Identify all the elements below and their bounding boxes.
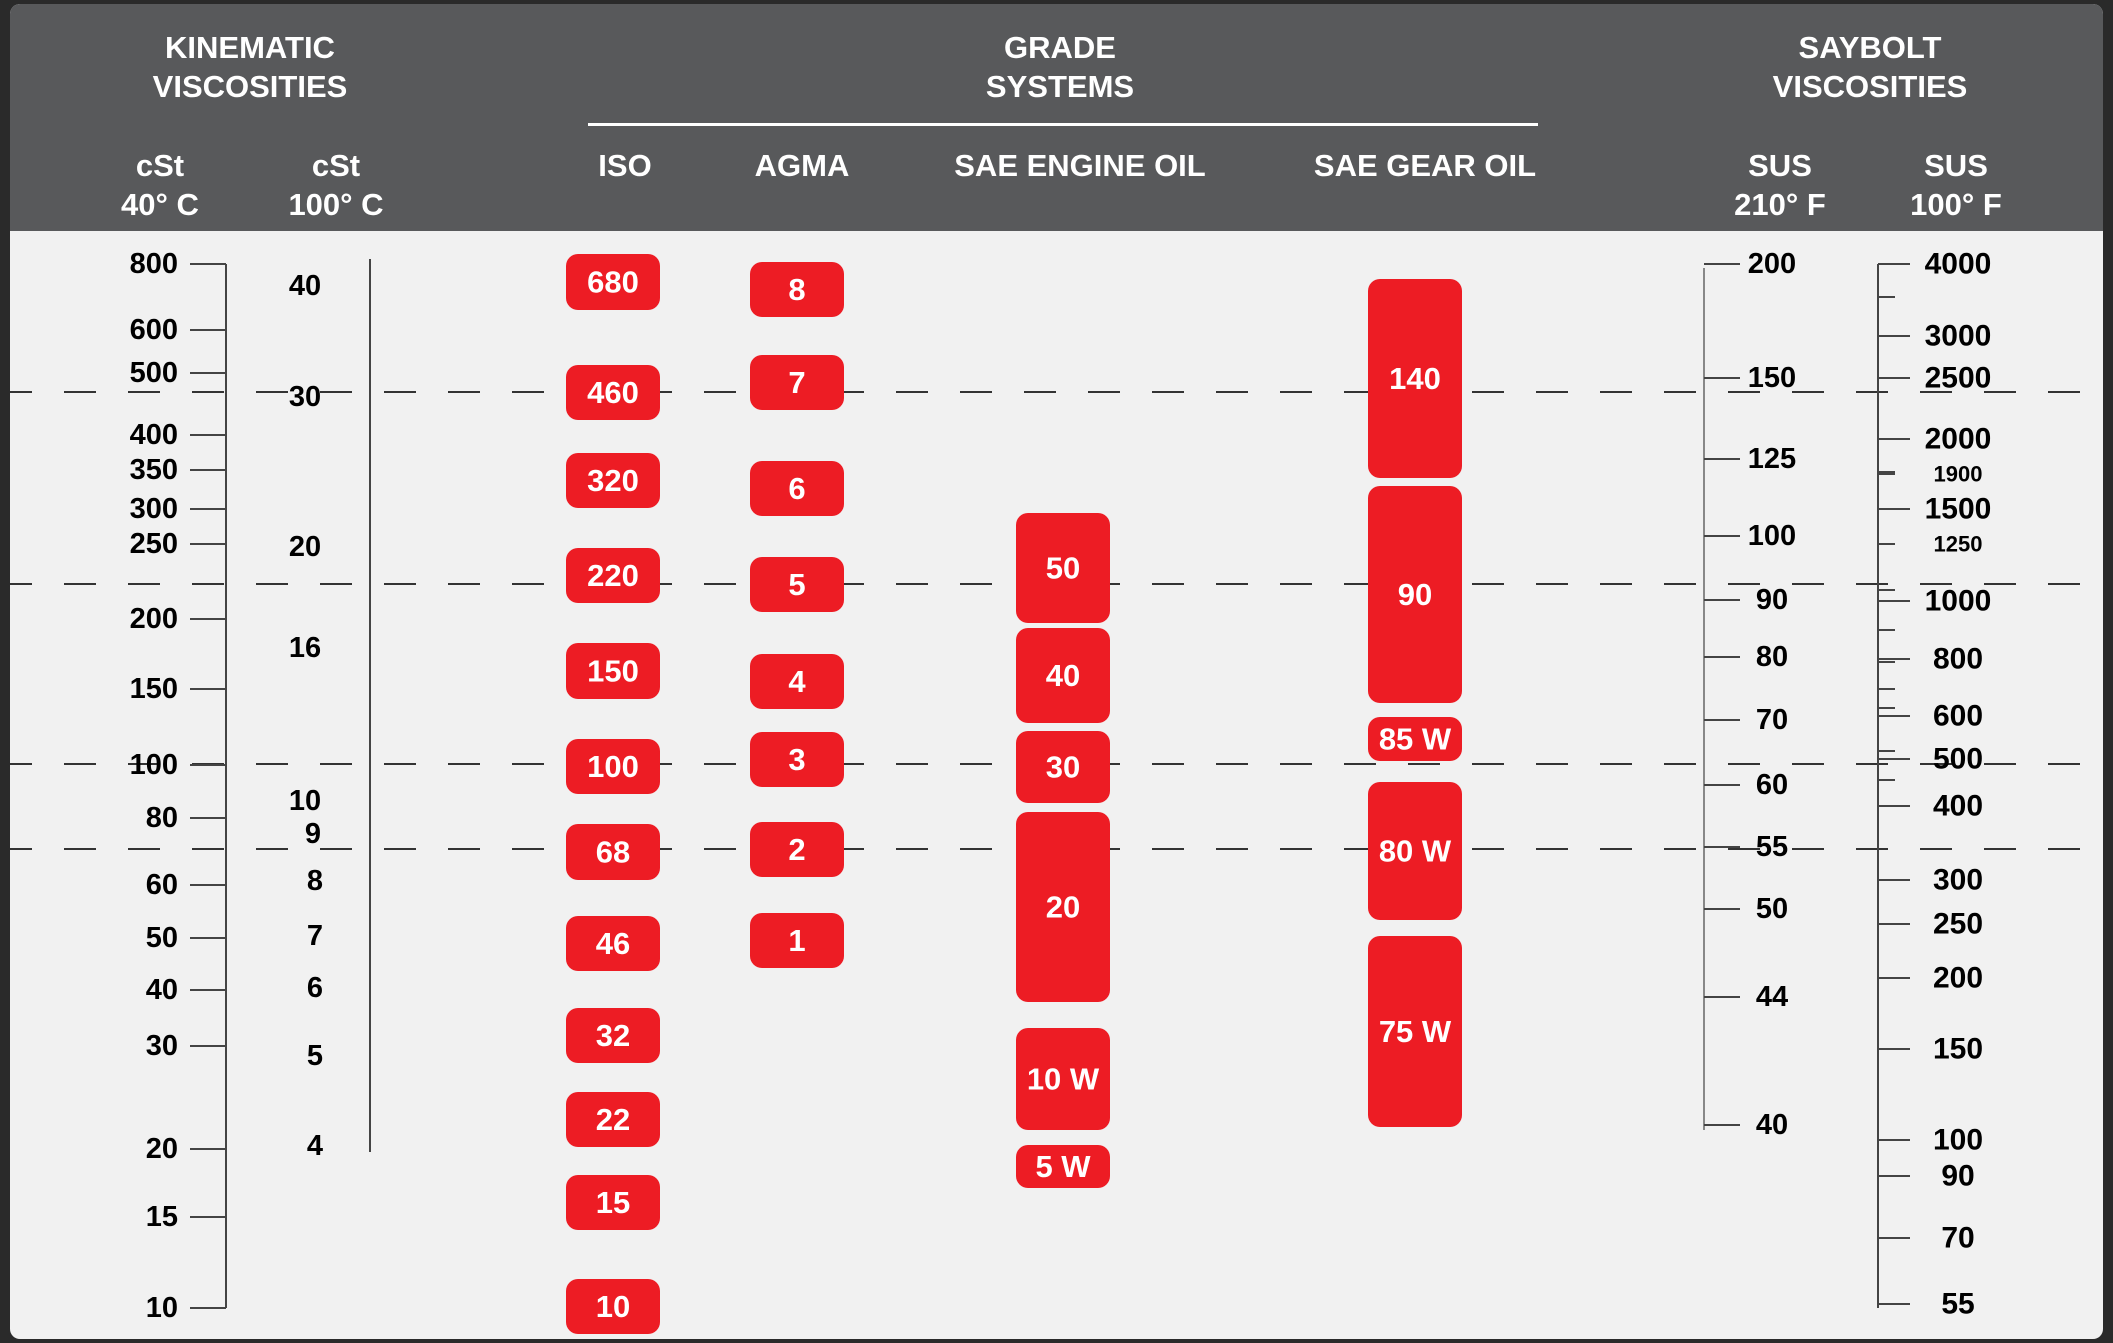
iso-grade-label: 15: [595, 1185, 631, 1220]
sae-gear-grade-label: 140: [1389, 361, 1441, 396]
sae-engine-grade-label: 5 W: [1035, 1149, 1091, 1184]
iso-grade-label: 68: [595, 834, 631, 870]
agma-grade-label: 6: [788, 471, 806, 506]
sus100-tick-label: 600: [1932, 699, 1984, 733]
agma-grade-label: 8: [788, 272, 806, 307]
sus210-tick-label: 40: [1755, 1109, 1789, 1141]
kinematic-viscosities-heading: KINEMATIC VISCOSITIES: [152, 30, 348, 104]
sus100-tick-label: 55: [1941, 1287, 1975, 1321]
iso-grade-label: 150: [587, 653, 639, 689]
sus100-tick-label: 2000: [1924, 422, 1992, 456]
agma-grade-label: 4: [788, 664, 806, 699]
cst100-tick-label: 6: [306, 972, 324, 1004]
cst-40c-header: cSt 40° C: [121, 148, 199, 222]
agma-grade-label: 7: [788, 365, 806, 400]
cst40-tick-label: 400: [129, 419, 178, 451]
agma-grade-label: 5: [788, 567, 806, 602]
cst100-tick-label: 5: [306, 1040, 324, 1072]
sus100-tick-label: 200: [1932, 961, 1984, 995]
sus100-tick-label: 1000: [1924, 584, 1992, 618]
cst40-tick-label: 150: [129, 673, 178, 705]
cst40-tick-label: 60: [145, 869, 178, 901]
iso-grade-label: 100: [587, 749, 639, 784]
cst100-tick-label: 9: [304, 818, 322, 850]
sus-100f-header: SUS 100° F: [1910, 148, 2002, 222]
cst100-tick-label: 10: [288, 785, 322, 817]
saybolt-viscosities-heading: SAYBOLT VISCOSITIES: [1772, 30, 1968, 104]
cst40-tick-label: 500: [129, 357, 178, 389]
agma-header: AGMA: [754, 148, 850, 183]
cst100-tick-label: 16: [288, 632, 322, 664]
sae-gear-grade-label: 90: [1397, 577, 1433, 612]
iso-grade-label: 220: [587, 558, 639, 593]
iso-grade-label: 680: [587, 264, 639, 300]
sus100-tick-label: 70: [1941, 1221, 1975, 1255]
sae-gear-grade-label: 80 W: [1378, 833, 1452, 869]
sae-engine-grade-label: 40: [1045, 658, 1081, 693]
cst40-tick-label: 50: [145, 922, 178, 954]
sus210-tick-label: 44: [1755, 981, 1789, 1013]
sus-210f-header: SUS 210° F: [1734, 148, 1826, 222]
cst40-tick-label: 250: [129, 528, 178, 560]
cst40-tick-label: 800: [129, 248, 178, 280]
cst100-tick-label: 20: [288, 531, 322, 563]
cst40-tick-label: 600: [129, 314, 178, 346]
sae-gear-grade-label: 75 W: [1378, 1014, 1452, 1049]
agma-grade-label: 1: [788, 923, 806, 958]
cst40-tick-label: 100: [129, 749, 178, 781]
sus100-tick-label: 1500: [1924, 492, 1992, 526]
sus100-tick-label: 800: [1932, 642, 1984, 676]
sus100-tick-label: 1900: [1933, 461, 1983, 487]
sus100-tick-label: 4000: [1924, 247, 1992, 281]
sae-gear-oil-header: SAE GEAR OIL: [1313, 148, 1537, 183]
sus100-tick-label: 100: [1932, 1123, 1984, 1157]
sae-engine-grade-label: 10 W: [1026, 1061, 1100, 1097]
sus100-tick-label: 500: [1932, 742, 1984, 776]
cst40-tick-label: 15: [145, 1201, 178, 1233]
sus100-tick-label: 3000: [1924, 319, 1992, 353]
iso-grade-label: 22: [595, 1102, 631, 1137]
sus210-tick-label: 125: [1747, 443, 1797, 475]
cst40-tick-label: 40: [145, 974, 178, 1006]
cst100-tick-label: 7: [306, 920, 324, 952]
cst40-tick-label: 30: [145, 1030, 178, 1062]
sus100-tick-label: 250: [1932, 907, 1984, 941]
cst100-tick-label: 4: [306, 1130, 324, 1162]
iso-header: ISO: [598, 148, 652, 183]
sae-engine-grade-label: 30: [1045, 749, 1081, 785]
cst40-tick-label: 10: [145, 1292, 178, 1324]
cst40-tick-label: 20: [145, 1133, 178, 1165]
chart-body: [10, 4, 2103, 1339]
cst40-tick-label: 300: [129, 493, 178, 525]
sae-gear-grade-label: 85 W: [1378, 721, 1452, 757]
sus210-tick-label: 80: [1755, 641, 1789, 673]
sus210-tick-label: 55: [1755, 831, 1789, 863]
cst40-tick-label: 350: [129, 454, 178, 486]
sus210-tick-label: 60: [1755, 769, 1789, 801]
iso-grade-label: 46: [595, 926, 631, 961]
sus210-tick-label: 200: [1747, 248, 1797, 280]
cst100-tick-label: 8: [306, 865, 324, 897]
cst100-tick-label: 40: [288, 270, 322, 302]
sus210-tick-label: 70: [1755, 704, 1789, 736]
sus210-tick-label: 50: [1755, 893, 1789, 925]
sus210-tick-label: 100: [1747, 520, 1797, 552]
sae-engine-grade-label: 50: [1045, 550, 1081, 586]
sus100-tick-label: 150: [1932, 1032, 1984, 1066]
sus100-tick-label: 300: [1932, 863, 1984, 897]
sae-engine-oil-header: SAE ENGINE OIL: [954, 148, 1206, 183]
cst-100c-header: cSt 100° C: [288, 148, 384, 222]
sus100-tick-label: 1250: [1933, 531, 1983, 557]
sus100-tick-label: 2500: [1924, 361, 1992, 395]
sus210-tick-label: 150: [1747, 362, 1797, 394]
cst100-tick-label: 30: [288, 381, 322, 413]
viscosity-chart: [10, 4, 2103, 1339]
grade-systems-heading: GRADE SYSTEMS: [985, 30, 1135, 104]
cst40-tick-label: 200: [129, 603, 178, 635]
cst40-tick-label: 80: [145, 802, 178, 834]
iso-grade-label: 320: [587, 463, 639, 498]
sus100-tick-label: 90: [1941, 1159, 1975, 1193]
agma-grade-label: 3: [788, 742, 806, 777]
iso-grade-label: 10: [595, 1289, 631, 1324]
sus210-tick-label: 90: [1755, 584, 1789, 616]
sus100-tick-label: 400: [1932, 789, 1984, 823]
sae-engine-grade-label: 20: [1045, 889, 1081, 925]
iso-grade-label: 460: [587, 375, 639, 410]
agma-grade-label: 2: [788, 832, 806, 867]
iso-grade-label: 32: [595, 1018, 631, 1053]
